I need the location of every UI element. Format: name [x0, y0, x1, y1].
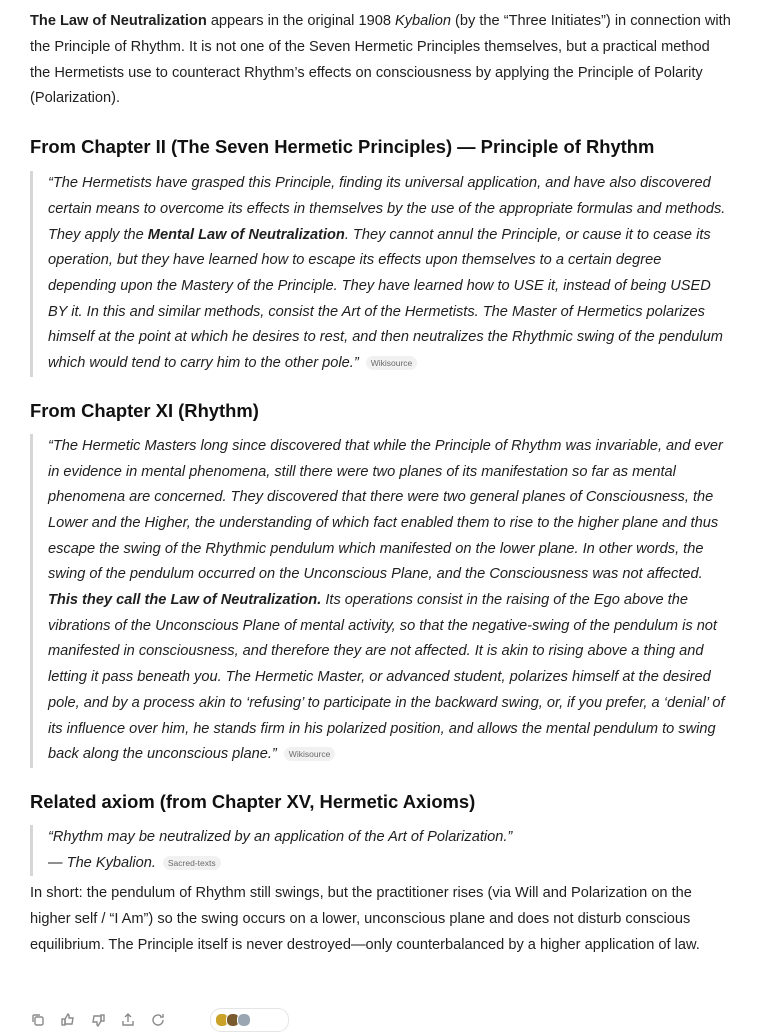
axiom-line: “Rhythm may be neutralized by an application of the Art of Polarization.”	[48, 828, 513, 845]
source-favicon-icon	[237, 1013, 251, 1027]
quote-bold-term: This they call the Law of Neutralization.	[48, 592, 322, 609]
summary-paragraph: In short: the pendulum of Rhythm still swings, but the practitioner rises (via Will and Polarization on the higher self / “I Am”) so the swing occurs on a lower, unconscious plane and does not disturb conscious equilibrium. The Principle itself is never destroyed—only counterbalanced by a higher application of law.	[30, 885, 700, 953]
quote-text-a: “The Hermetists have grasped this Principle, finding its universal application, and have also discovered certain means to overcome its effects in themselves by the use of the appropriate formulas and methods. They apply the	[48, 175, 726, 243]
source-chip-wikisource[interactable]: Wikisource	[284, 747, 336, 761]
thumbs-up-icon[interactable]	[60, 1012, 76, 1028]
quote-bold-term: Mental Law of Neutralization	[147, 226, 345, 243]
answer-body	[30, 9, 732, 959]
thumbs-down-icon[interactable]	[90, 1012, 106, 1028]
source-chip-sacred-texts[interactable]: Sacred-texts	[163, 856, 221, 870]
intro-text-a: appears in the original 1908	[206, 13, 395, 29]
quote-chapter-2	[30, 171, 732, 377]
response-toolbar	[30, 1010, 289, 1030]
quote-chapter-11	[30, 434, 732, 768]
source-chip-wikisource[interactable]: Wikisource	[366, 356, 418, 370]
quote-text-b: Its operations consist in the raising of the Ego above the vibrations of the Unconscious Plane of mental activity, so that the negative-swing of the pendulum is not manifested in consciousness, and therefore they are not affected. It is akin to rising above a thing and letting it pass beneath you. The Hermetic Master, or advanced student, polarizes himself at the desired pole, and by a process akin to ‘refusing’ to participate in the backward swing, or, if you prefer, a ‘denial’ of its influence over him, he stands firm in his polarized position, and allows the mental pendulum to swing back along the unconscious plane.”	[48, 592, 725, 763]
quote-text-a: “The Hermetic Masters long since discovered that while the Principle of Rhythm was invariable, and ever in evidence in mental phenomena, still there were two planes of its manifestation so far as mental phenomena are concerned. They discovered that there were two general planes of Consciousness, the Lower and the Higher, the understanding of which fact enabled them to rise to the higher plane and thus escape the swing of the Rhythmic pendulum which manifested on the lower plane. In other words, the swing of the pendulum occurred on the Unconscious Plane, and the Consciousness was not affected.	[48, 437, 723, 583]
copy-icon[interactable]	[30, 1012, 46, 1028]
intro-paragraph	[30, 9, 732, 112]
intro-term: The Law of Neutralization	[30, 13, 207, 29]
regenerate-icon[interactable]	[150, 1012, 166, 1028]
quote-text-b: . They cannot annul the Principle, or cause it to cease its operation, but they have learned how to escape its effects upon themselves to a certain degree depending upon the Mastery of the Principle. They have learned how to USE it, instead of being USED BY it. In this and similar methods, consist the Art of the Hermetists. The Master of Hermetics polarizes himself at the point at which he desires to rest, and then neutralizes the Rhythmic swing of the pendulum which would tend to carry him to the other pole.”	[48, 226, 723, 372]
intro-book-title: Kybalion	[395, 13, 451, 29]
axiom-attribution: — The Kybalion. Sacred-texts	[48, 851, 732, 877]
intro-text-b: (by the “Three Initiates”) in connection with the Principle of Rhythm. It is not one of the Seven Hermetic Principles themselves, but a practical method the Hermetists use to counteract Rhythm’s effects on consciousness by applying the Principle of Polarity (Polarization).	[30, 13, 731, 107]
section-heading-chapter-2: From Chapter II (The Seven Hermetic Principles) — Principle of Rhythm	[30, 136, 655, 158]
section-heading-axiom: Related axiom (from Chapter XV, Hermetic Axioms)	[30, 790, 476, 812]
sources-pill[interactable]	[210, 1008, 289, 1032]
section-heading-chapter-11: From Chapter XI (Rhythm)	[30, 399, 259, 421]
share-icon[interactable]	[120, 1012, 136, 1028]
quote-axiom	[30, 825, 732, 876]
